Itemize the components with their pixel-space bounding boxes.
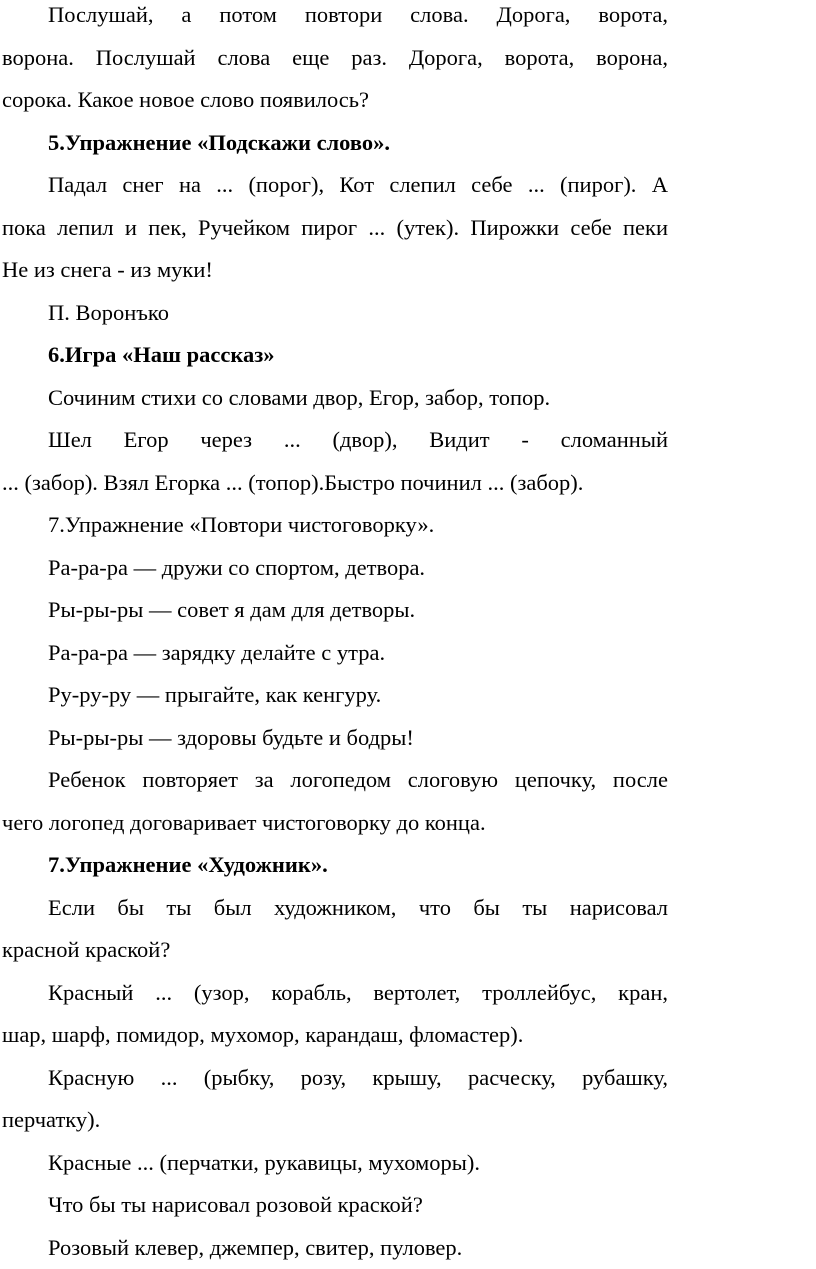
text-line-content: П. Воронъко	[48, 292, 169, 335]
section-heading: 7.Упражнение «Художник».	[48, 844, 328, 887]
section-heading: 6.Игра «Наш рассказ»	[48, 334, 275, 377]
text-line-content: 7.Упражнение «Повтори чистоговорку».	[48, 504, 434, 547]
text-line-content: Ру-ру-ру — прыгайте, как кенгуру.	[48, 674, 381, 717]
text-line-content: Ребенок повторяет за логопедом слоговую цепочку, после	[48, 759, 668, 802]
text-line-content: сорока. Какое новое слово появилось?	[2, 79, 369, 122]
text-line-content: Ра-ра-ра — зарядку делайте с утра.	[48, 632, 385, 675]
text-line-content: шар, шарф, помидор, мухомор, карандаш, фломастер).	[2, 1014, 523, 1057]
text-line-content: Красный ... (узор, корабль, вертолет, троллейбус, кран,	[48, 972, 668, 1015]
text-line-content: Шел Егор через ... (двор), Видит - сломанный	[48, 419, 668, 462]
text-line-content: Красную ... (рыбку, розу, крышу, расческу, рубашку,	[48, 1057, 668, 1100]
text-line-content: Не из снега - из муки!	[2, 249, 213, 292]
text-line-content: перчатку).	[2, 1099, 100, 1142]
text-line-content: Розовый клевер, джемпер, свитер, пуловер.	[48, 1227, 462, 1269]
text-line-content: пока лепил и пек, Ручейком пирог ... (утек). Пирожки себе пеки	[2, 207, 668, 250]
text-line-content: чего логопед договаривает чистоговорку до конца.	[2, 802, 486, 845]
text-line-content: ... (забор). Взял Егорка ... (топор).Быстро починил ... (забор).	[2, 462, 583, 505]
text-line-content: Ры-ры-ры — совет я дам для детворы.	[48, 589, 415, 632]
text-line-content: Что бы ты нарисовал розовой краской?	[48, 1184, 423, 1227]
text-line-content: Ра-ра-ра — дружи со спортом, детвора.	[48, 547, 425, 590]
text-line-content: красной краской?	[2, 929, 170, 972]
text-line-content: Ры-ры-ры — здоровы будьте и бодры!	[48, 717, 414, 760]
text-line-content: Красные ... (перчатки, рукавицы, мухоморы).	[48, 1142, 480, 1185]
text-line-content: Сочиним стихи со словами двор, Егор, забор, топор.	[48, 377, 550, 420]
text-line-content: Если бы ты был художником, что бы ты нарисовал	[48, 887, 668, 930]
section-heading: 5.Упражнение «Подскажи слово».	[48, 122, 390, 165]
text-line-content: Послушай, а потом повтори слова. Дорога, ворота,	[48, 0, 668, 37]
text-line-content: Падал снег на ... (порог), Кот слепил себе ... (пирог). А	[48, 164, 668, 207]
text-line-content: ворона. Послушай слова еще раз. Дорога, ворота, ворона,	[2, 37, 668, 80]
